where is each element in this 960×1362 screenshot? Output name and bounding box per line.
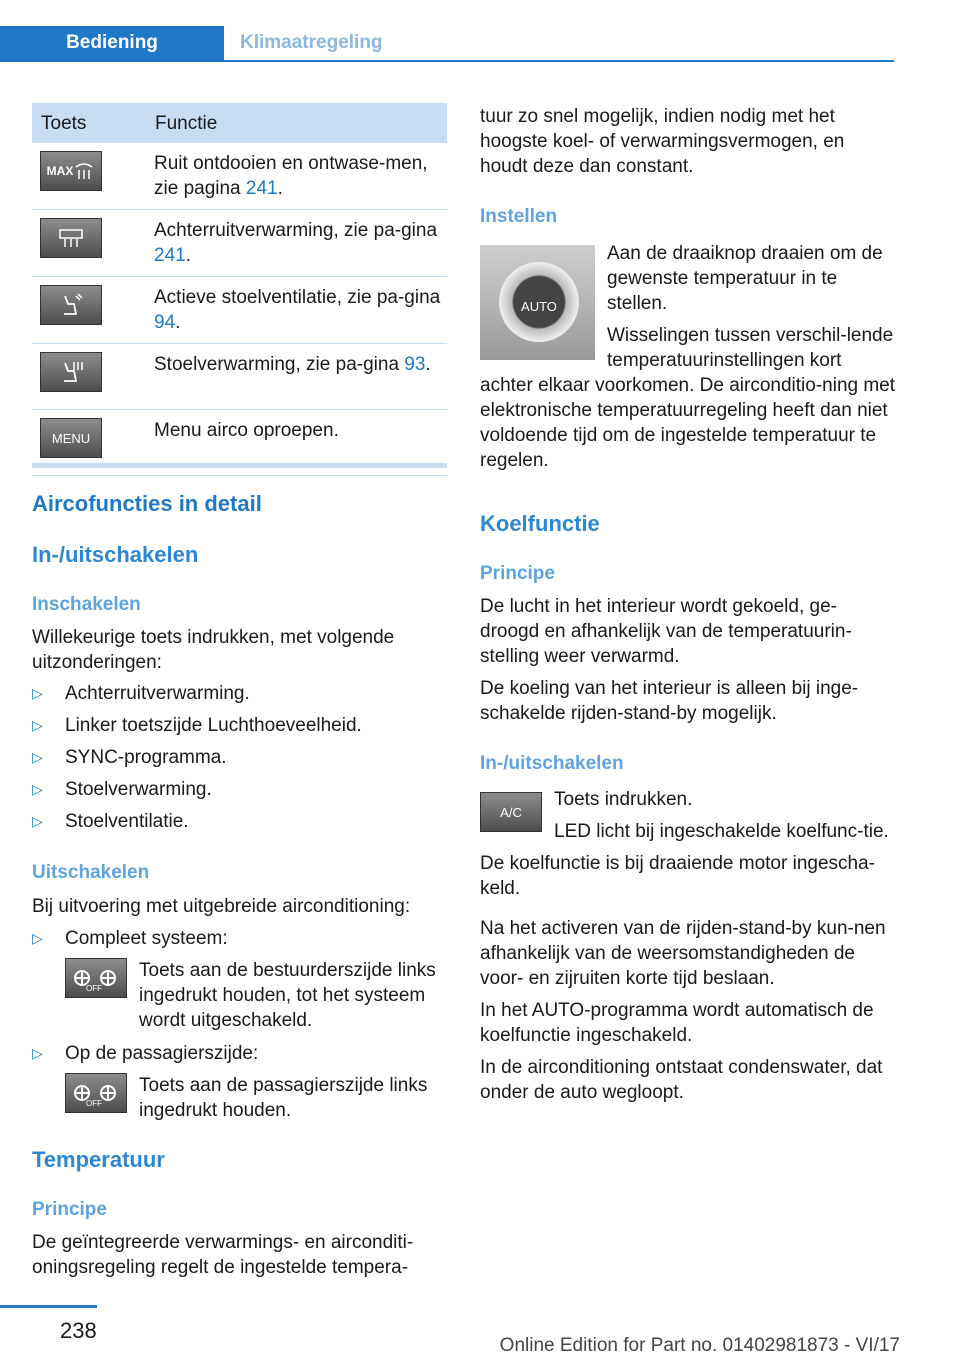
heading-temperatuur: Temperatuur — [32, 1147, 165, 1172]
set-section — [480, 241, 896, 473]
svg-text:OFF: OFF — [86, 1099, 102, 1108]
page-link[interactable]: 241 — [154, 245, 186, 266]
list-item: ▷ Achterruitverwarming. — [32, 681, 452, 706]
set-paragraph-2: Wisselingen tussen verschil-lende temperatuurinstellingen kort achter elkaar voorkomen. De airconditio-ning met elektronische temperatuurregeling heeft dan niet voldoende tijd om de ingestelde temperatuur te regelen. — [480, 325, 896, 471]
temperature-knob-image — [480, 245, 595, 360]
off-item-desc: Toets aan de bestuurderszijde links ingedrukt houden, tot het systeem wordt uitgeschakeld. — [139, 960, 436, 1031]
col-header-function: Functie — [146, 103, 447, 143]
heading-in-uitschakelen-cool: In-/uitschakelen — [480, 753, 624, 774]
function-text: Achterruitverwarming, zie pa-gina — [154, 220, 438, 241]
seat-ventilation-icon — [40, 285, 102, 325]
heading-inschakelen: Inschakelen — [32, 594, 141, 615]
paragraph-5: In het AUTO-programma wordt automatisch de koelfunctie ingeschakeld. — [480, 1000, 874, 1046]
table-row — [32, 344, 447, 410]
ac-paragraph-2: LED licht bij ingeschakelde koelfunc-tie. — [554, 821, 889, 842]
seat-heating-icon — [40, 352, 102, 392]
off-item-label: Op de passagierszijde: — [65, 1043, 259, 1064]
list-item — [32, 1041, 452, 1123]
page-link[interactable]: 93 — [404, 354, 426, 375]
function-cell — [146, 344, 447, 410]
key-function-table — [32, 103, 447, 476]
ac-paragraph-1: Toets indrukken. — [554, 789, 693, 810]
list-item: ▷ Stoelventilatie. — [32, 809, 452, 834]
fan-off-key-icon — [65, 1073, 127, 1113]
header-rule — [0, 60, 894, 62]
svg-text:OFF: OFF — [86, 984, 102, 993]
set-paragraph-1: Aan de draaiknop draaien om de gewenste temperatuur in te stellen. — [607, 243, 883, 314]
menu-key-icon — [40, 418, 102, 458]
table-row — [32, 210, 447, 277]
list-item: ▷ Linker toetszijde Luchthoeveelheid. — [32, 713, 452, 738]
list-item: ▷ SYNC-programma. — [32, 745, 452, 770]
key-cell — [32, 210, 146, 277]
function-text: Stoelverwarming, zie pa-gina — [154, 354, 405, 375]
footer-rule — [0, 1305, 97, 1308]
max-defrost-icon: MAX — [40, 151, 102, 191]
function-text-end: . — [175, 312, 181, 333]
function-cell — [146, 210, 447, 277]
list-item — [32, 926, 452, 1033]
tab-klimaatregeling[interactable]: Klimaatregeling — [240, 32, 383, 53]
page-link[interactable]: 241 — [245, 178, 278, 199]
off-item-label: Compleet systeem: — [65, 928, 228, 949]
cool-section — [480, 594, 896, 726]
table-end-rule — [32, 463, 447, 468]
list-item: ▷ Stoelverwarming. — [32, 777, 452, 802]
heading-in-uitschakelen: In-/uitschakelen — [32, 542, 199, 567]
col-header-key: Toets — [32, 103, 146, 143]
knob-label: AUTO — [521, 299, 557, 314]
temp-text: De geïntegreerde verwarmings- en airconditi-oningsregeling regelt de ingestelde tempera- — [32, 1232, 414, 1278]
function-text-end: . — [185, 245, 191, 266]
temp-section — [32, 1230, 452, 1280]
cool-paragraph-1: De lucht in het interieur wordt gekoeld, ge-droogd en afhankelijk van de temperatuurin-stelling weer verwarmd. — [480, 596, 852, 667]
off-item-desc: Toets aan de passagierszijde links ingedrukt houden. — [139, 1075, 428, 1121]
heading-aircofuncties: Aircofuncties in detail — [32, 491, 262, 516]
function-text-end: . — [425, 354, 431, 375]
function-cell — [146, 277, 447, 344]
tab-bediening[interactable] — [0, 26, 224, 62]
temp-continued-text: tuur zo snel mogelijk, indien nodig met het hoogste koel- of verwarmingsvermogen, en houdt deze dan constant. — [480, 106, 845, 177]
on-text: Willekeurige toets indrukken, met volgende uitzonderingen: — [32, 627, 395, 673]
fan-off-key-icon — [65, 958, 127, 998]
right-column — [480, 104, 896, 179]
function-text: Actieve stoelventilatie, zie pa-gina — [154, 287, 441, 308]
heading-principe-cool: Principe — [480, 563, 555, 584]
function-text: Menu airco oproepen. — [154, 420, 339, 441]
page-header — [0, 0, 960, 62]
ac-section — [480, 787, 896, 1105]
function-text: Ruit ontdooien en ontwase-men, zie pagina — [154, 153, 428, 199]
key-cell — [32, 277, 146, 344]
heading-uitschakelen: Uitschakelen — [32, 862, 150, 883]
function-cell — [146, 143, 447, 210]
page-number: 238 — [60, 1318, 97, 1343]
paragraph-4: Na het activeren van de rijden-stand-by kun-nen afhankelijk van de weersomstandigheden de voor- en zijruiten korte tijd beslaan. — [480, 918, 886, 989]
cool-paragraph-2: De koeling van het interieur is alleen bij inge-schakelde rijden-stand-by mogelijk. — [480, 678, 859, 724]
paragraph-6: In de airconditioning ontstaat condenswater, dat onder de auto wegloopt. — [480, 1057, 883, 1103]
key-label: MENU — [51, 430, 91, 446]
on-section — [32, 625, 452, 834]
off-list — [32, 926, 452, 1123]
heading-principe: Principe — [32, 1199, 107, 1220]
key-cell — [32, 344, 146, 410]
rear-window-heating-icon — [40, 218, 102, 258]
off-section — [32, 894, 452, 1123]
ac-key-icon: A/C — [480, 792, 542, 832]
table-row — [32, 277, 447, 344]
key-cell — [32, 143, 146, 210]
function-text-end: . — [277, 178, 283, 199]
heading-instellen: Instellen — [480, 206, 558, 227]
edition-note: Online Edition for Part no. 01402981873 - VI/17 — [499, 1335, 900, 1356]
heading-koelfunctie: Koelfunctie — [480, 511, 600, 536]
off-text: Bij uitvoering met uitgebreide airconditioning: — [32, 896, 411, 917]
page-link[interactable]: 94 — [154, 312, 176, 333]
table-row — [32, 143, 447, 210]
on-exceptions-list — [32, 681, 452, 834]
ac-paragraph-3: De koelfunctie is bij draaiende motor ingescha-keld. — [480, 853, 875, 899]
tab-bediening-label: Bediening — [66, 32, 158, 53]
